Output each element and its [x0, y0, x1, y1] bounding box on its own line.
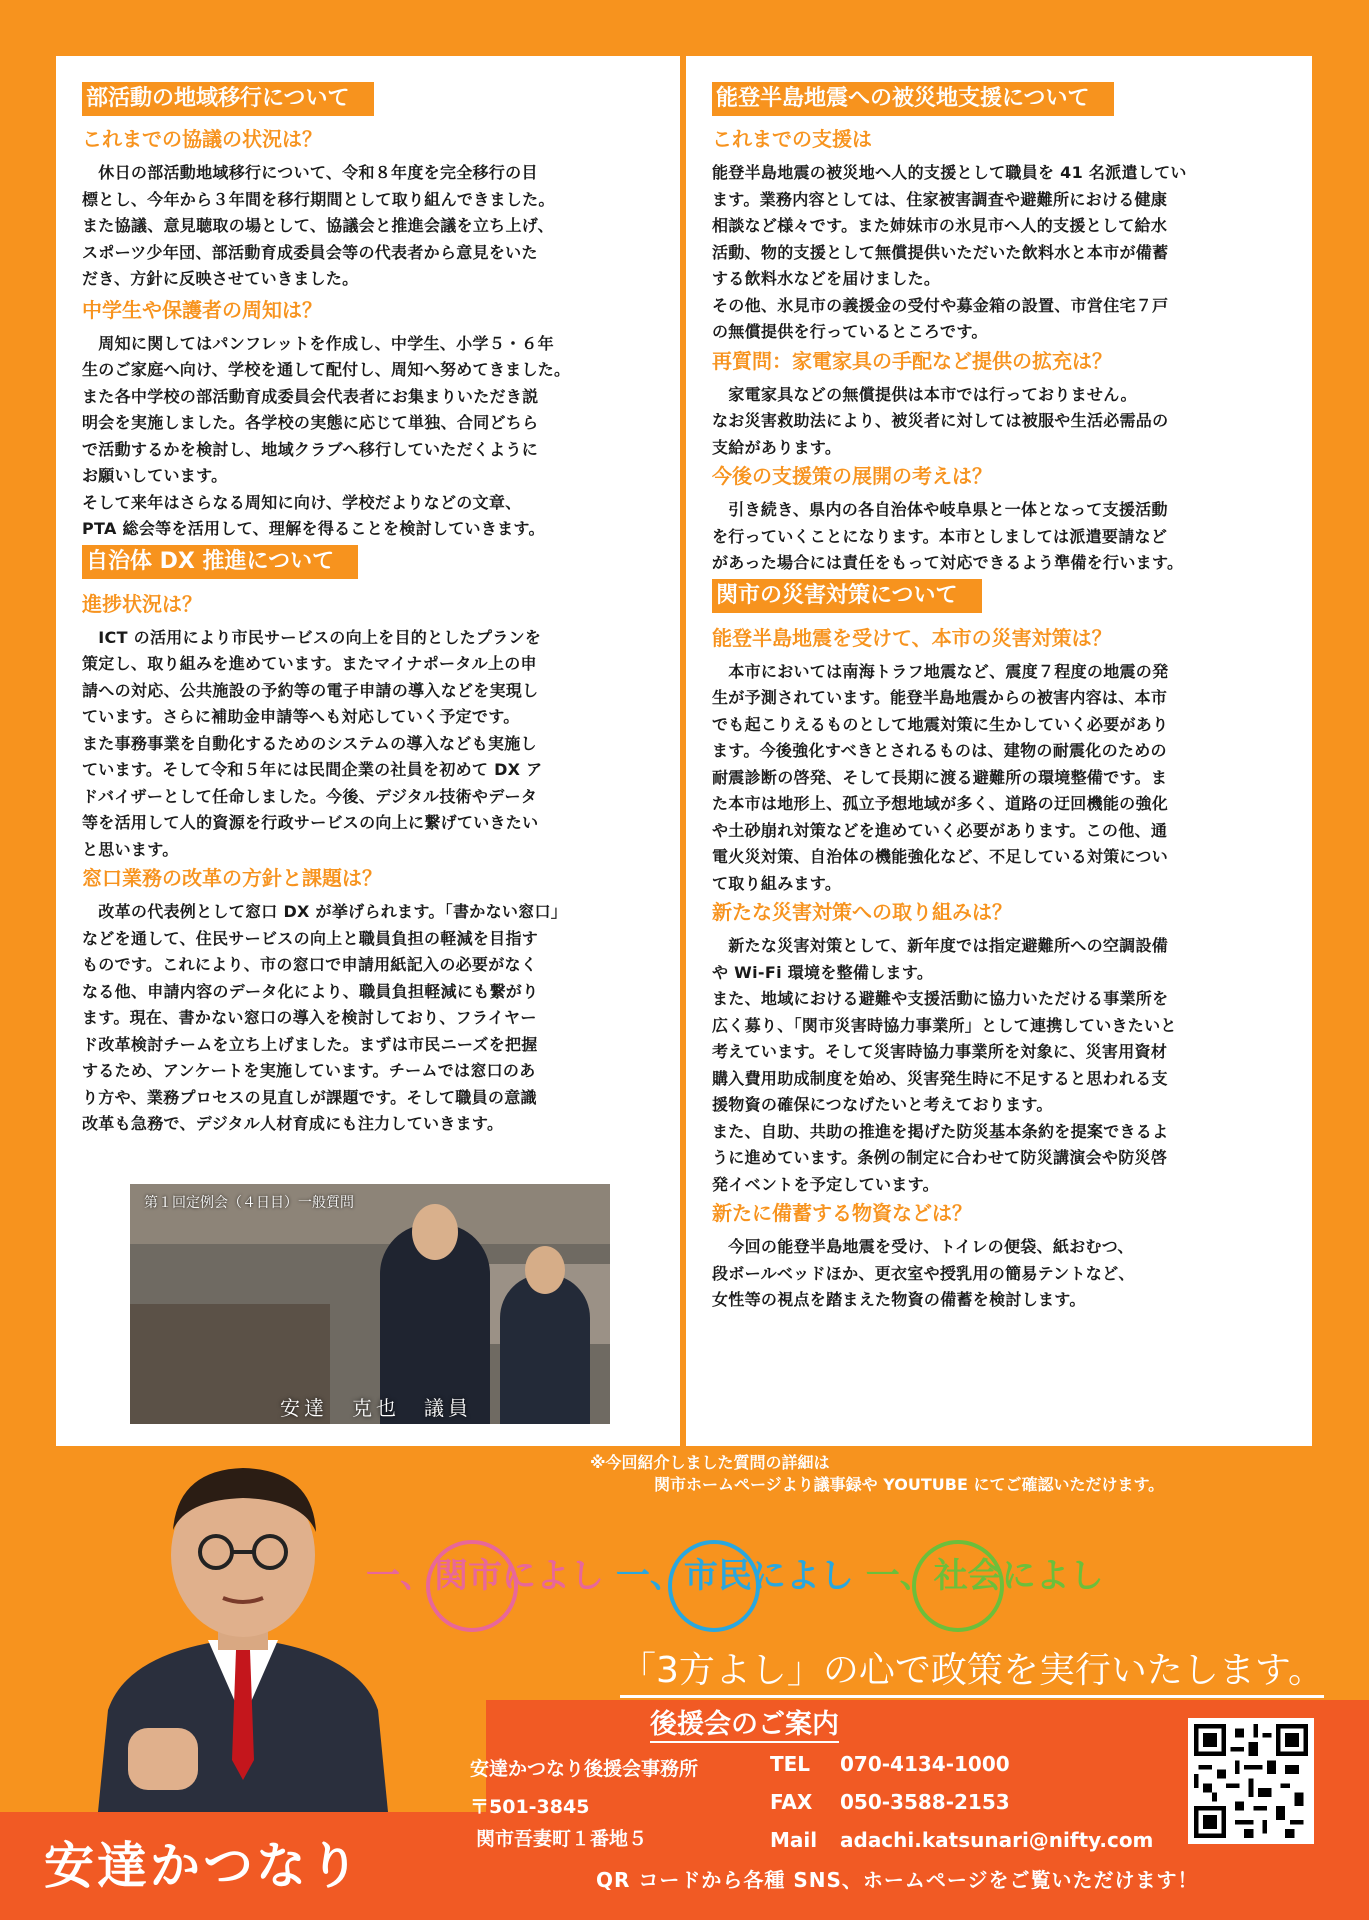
question: これまでの支援は	[712, 127, 872, 151]
answer: 能登半島地震の被災地へ人的支援として職員を 41 名派遣してい ます。業務内容としては、住家被害調査や避難所における健康 相談など様々です。また姉妹市の氷見市へ人的支援として給水 活動、物的支援として無償提供いただいた飲料水と本市が備蓄 する飲料水などを届けました。 その他、氷見市の義援金の受付や募金箱の設置、市営住宅７戸 の無償提供を行っているところです。	[712, 163, 1187, 341]
section-heading-noto-support: 能登半島地震への被災地支援について	[712, 82, 1114, 116]
tel-label: TEL	[770, 1752, 811, 1776]
question: 能登半島地震を受けて、本市の災害対策は？	[712, 625, 1112, 650]
support-title: 後援会のご案内	[650, 1702, 839, 1743]
answer: 家電家具などの無償提供は本市では行っておりません。 なお災害救助法により、被災者に対しては被服や生活必需品の 支給があります。	[712, 384, 1169, 457]
qr-note: QR コードから各種 SNS、ホームページをご覧いただけます！	[596, 1868, 1199, 1892]
answer: 新たな災害対策として、新年度では指定避難所への空調設備 や Wi-Fi 環境を整備します。 また、地域における避難や支援活動に協力いただける事業所を 広く募り、「関市災害時協力事業所」として連携していきたいと 考えています。そして災害時協力事業所を対象に、災害用資材 購入費用助成制度を始め、災害発生時に不足すると思われる支 援物資の確保につなげたいと考えております。 また、自助、共助の推進を掲げた防災基本条約を提案できるよ うに進めています。条例の制定に合わせて防災講演会や防災啓 発イベントを予定しています。	[712, 936, 1177, 1194]
question: 進捗状況は？	[82, 591, 202, 616]
fax-number: 050-3588-2153	[840, 1790, 1010, 1814]
question: 再質問：家電家具の手配など提供の拡充は？	[712, 348, 1112, 373]
address: 関市吾妻町１番地５	[476, 1828, 648, 1850]
slogan: 一、関市によし 一、市民によし 一、社会によし	[366, 1556, 1104, 1596]
tel-number[interactable]: 070-4134-1000	[840, 1752, 1010, 1776]
answer: 引き続き、県内の各自治体や岐阜県と一体となって支援活動 を行っていくことになります。本市としましては派遣要請など があった場合には責任をもって対応できるよう準備を行います。	[712, 500, 1184, 572]
photo-caption-session: 第１回定例会（４日目）一般質問	[144, 1195, 354, 1211]
answer: 本市においては南海トラフ地震など、震度７程度の地震の発 生が予測されています。能登半島地震からの被害内容は、本市 でも起こりえるものとして地震対策に生かしていく必要があり ます。今後強化すべきとされるものは、建物の耐震化のための 耐震診断の啓発、そして長期に渡る避難所の環境整備です。ま た本市は地形上、孤立予想地域が多く、道路の迂回機能の強化 や土砂崩れ対策などを進めていく必要があります。この他、通 電火災対策、自治体の機能強化など、不足している対策につい て取り組みます。	[712, 661, 1169, 893]
answer: 改革の代表例として窓口 DX が挙げられます。「書かない窓口」 などを通して、住民サービスの向上と職員負担の軽減を目指す ものです。これにより、市の窓口で申請用紙記入の必要がなく なる他、申請内容のデータ化により、職員負担軽減にも繋がり ます。現在、書かない窓口の導入を検討しており、フライヤー ド改革検討チームを立ち上げました。まずは市民ニーズを把握 するため、アンケートを実施しています。チームでは窓口のあ り方や、業務プロセスの見直しが課題です。そして職員の意識 改革も急務で、デジタル人材育成にも注力していきます。	[82, 902, 568, 1133]
assembly-photo	[130, 1184, 610, 1424]
question: 新たな災害対策への取り組みは？	[712, 900, 1012, 924]
photo-caption-name: 安達 克也 議員	[280, 1396, 472, 1420]
section-heading-disaster: 関市の災害対策について	[712, 579, 982, 613]
postal-code: 〒501-3845	[470, 1796, 590, 1818]
answer: 今回の能登半島地震を受け、トイレの便袋、紙おむつ、 段ボールベッドほか、更衣室や授乳用の簡易テントなど、 女性等の視点を踏まえた物資の備蓄を検討します。	[712, 1237, 1135, 1309]
details-note: ※今回紹介しました質問の詳細は 関市ホームページより議事録や YOUTUBE にてご確認いただけます。	[590, 1453, 1165, 1494]
mail-address[interactable]: adachi.katsunari@nifty.com	[840, 1828, 1154, 1852]
fax-label: FAX	[770, 1790, 813, 1814]
question: 今後の支援策の展開の考えは？	[712, 464, 992, 488]
tel-line	[770, 1752, 1010, 1776]
mail-label: Mail	[770, 1828, 818, 1852]
mail-line	[770, 1828, 1153, 1852]
right-column	[712, 76, 1290, 1314]
candidate-name: 安達かつなり	[44, 1837, 362, 1895]
question: これまでの協議の状況は？	[82, 127, 322, 151]
section-heading-club-activities: 部活動の地域移行について	[82, 82, 374, 116]
answer: 休日の部活動地域移行について、令和８年度を完全移行の目 標とし、今年から３年間を移行期間として取り組んできました。 また協議、意見聴取の場として、協議会と推進会議を立ち上げ、 スポーツ少年団、部活動育成委員会等の代表者から意見をいた だき、方針に反映させていきました。	[82, 163, 555, 288]
section-heading-dx: 自治体 DX 推進について	[82, 545, 358, 579]
question: 中学生や保護者の周知は？	[82, 297, 322, 322]
answer: 周知に関してはパンフレットを作成し、中学生、小学５・６年 生のご家庭へ向け、学校を通して配付し、周知へ努めてきました。 また各中学校の部活動育成委員会代表者にお集まりいただき説 明会を実施しました。各学校の実態に応じて単独、合同どちら で活動するかを検討し、地域クラブへ移行していただくように お願いしています。 そして来年はさらなる周知に向け、学校だよりなどの文章、 PTA 総会等を活用して、理解を得ることを検討していきます。	[82, 333, 571, 538]
tagline: 「3方よし」の心で政策を実行いたします。	[620, 1642, 1324, 1698]
office-name: 安達かつなり後援会事務所	[470, 1758, 699, 1780]
candidate-portrait	[68, 1460, 418, 1812]
fax-line	[770, 1790, 1010, 1814]
question: 窓口業務の改革の方針と課題は？	[82, 866, 382, 890]
answer: ICT の活用により市民サービスの向上を目的としたプランを 策定し、取り組みを進めています。またマイナポータル上の申 請への対応、公共施設の予約等の電子申請の導入などを実現し ています。さらに補助金申請等へも対応していく予定です。 また事務事業を自動化するためのシステムの導入なども実施し ています。そして令和５年には民間企業の社員を初めて DX ア ドバイザーとして任命しました。今後、デジタル技術やデータ 等を活用して人的資源を行政サービスの向上に繋げていきたい と思います。	[82, 627, 543, 859]
left-column	[82, 76, 668, 1138]
qr-code-icon[interactable]	[1188, 1718, 1314, 1844]
question: 新たに備蓄する物資などは？	[712, 1201, 972, 1225]
